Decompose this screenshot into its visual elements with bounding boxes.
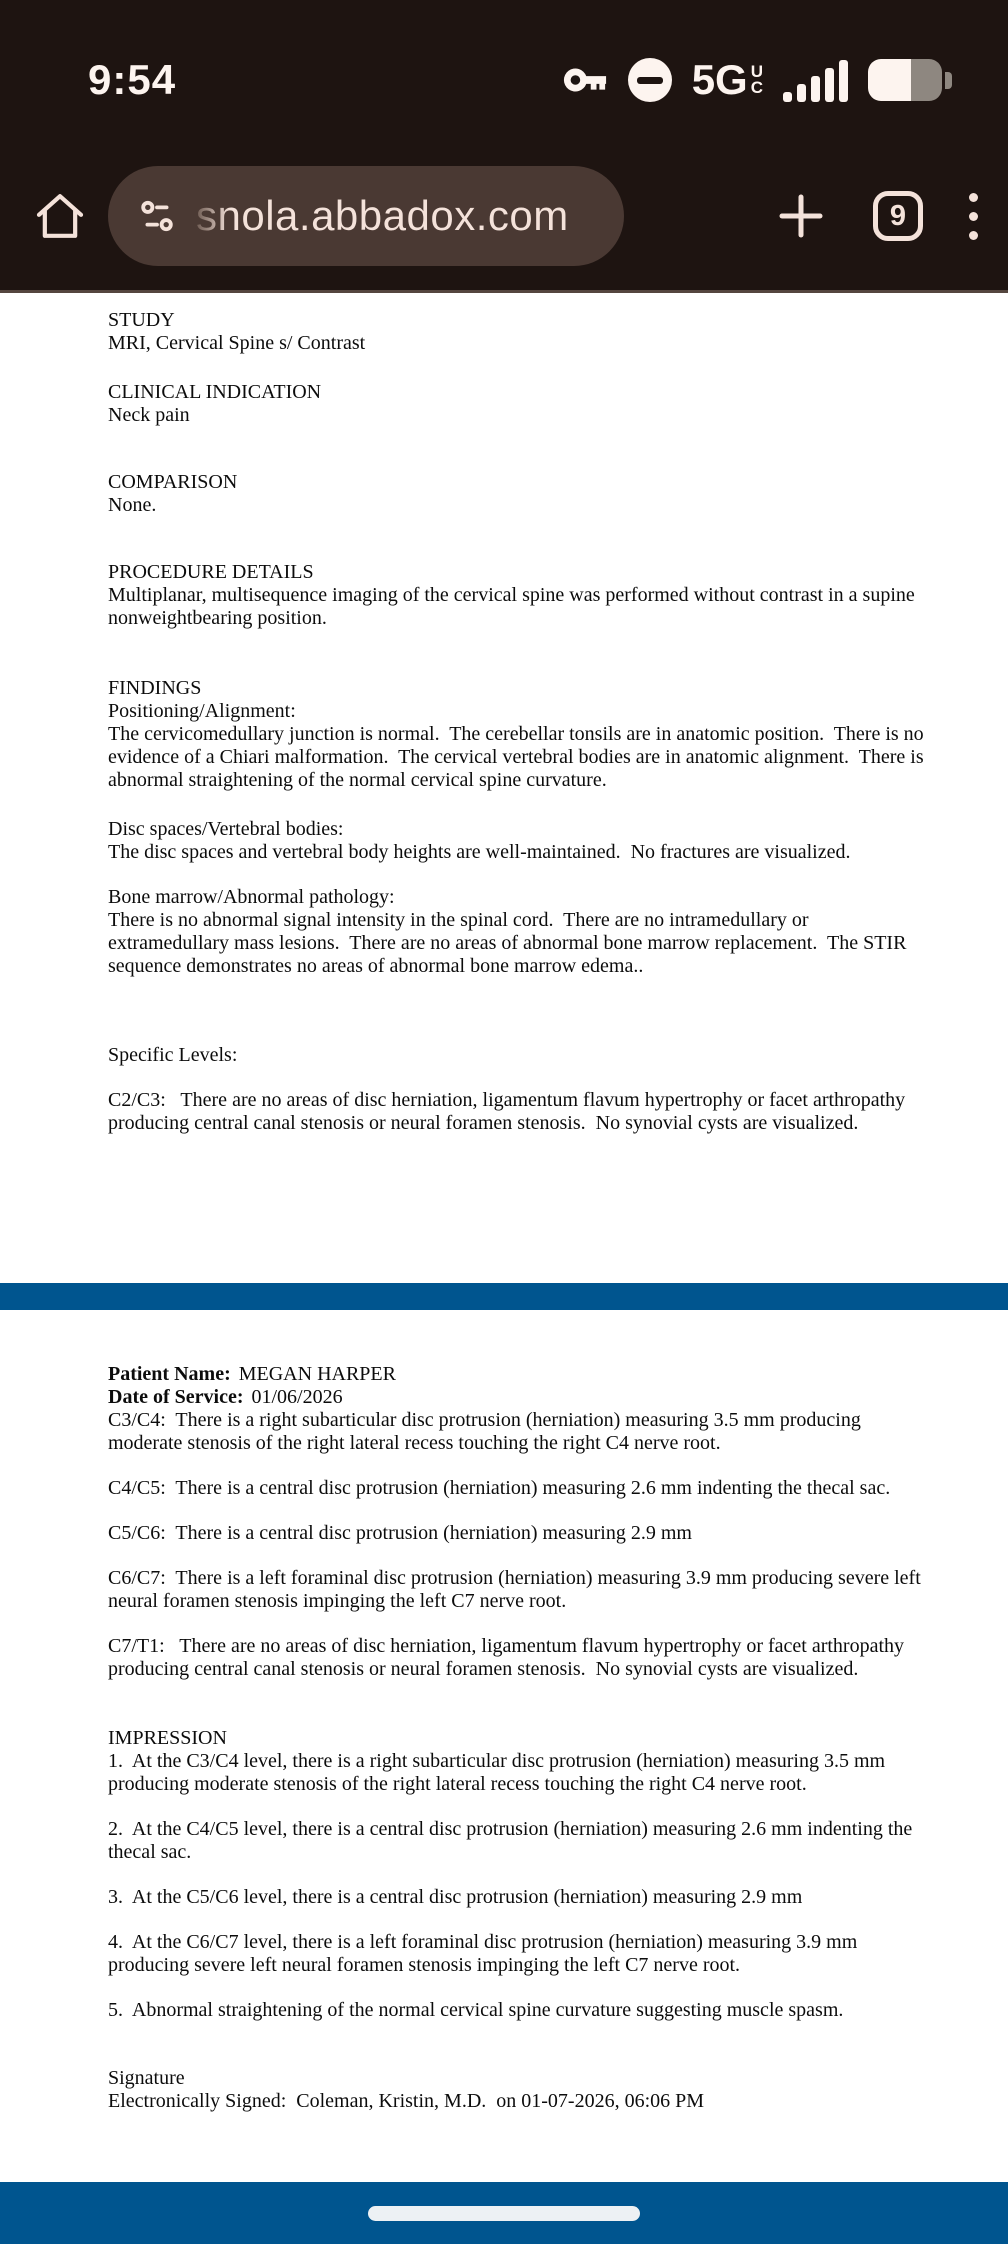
do-not-disturb-icon [628, 58, 672, 102]
date-of-service-label: Date of Service: [108, 1386, 244, 1408]
url-text[interactable]: snola.abbadox.com [196, 192, 569, 239]
clinical-indication-label: CLINICAL INDICATION [108, 381, 322, 403]
browser-chrome [0, 0, 1008, 293]
impression-label: IMPRESSION [108, 1727, 227, 1749]
study-value: MRI, Cervical Spine s/ Contrast [108, 332, 366, 354]
impression-item-4: 4. At the C6/C7 level, there is a left foraminal disc protrusion (herniation) measuring 3.9 mm producing severe left neural foramen stenosis impinging the left C7 nerve root. [108, 1931, 863, 1976]
status-bar [0, 0, 1008, 142]
date-of-service-line [108, 1386, 930, 1409]
battery-icon [868, 59, 952, 101]
page-controls-icon[interactable] [134, 193, 180, 239]
network-sub-bottom: C [750, 78, 763, 97]
specific-levels-label: Specific Levels: [108, 1044, 238, 1066]
clock: 9:54 [88, 56, 177, 103]
positioning-value: The cervicomedullary junction is normal. The cerebellar tonsils are in anatomic position. There is no evidence of a Chiari malformation. The cervical vertebral bodies are in anatomic alignment. There is abnormal straightening of the normal cervical spine curvature. [108, 723, 929, 791]
disc-spaces-label: Disc spaces/Vertebral bodies: [108, 818, 344, 840]
level-c2c3: C2/C3: There are no areas of disc herniation, ligamentum flavum hypertrophy or facet arthropathy producing central canal stenosis or neural foramen stenosis. No synovial cysts are visualized. [108, 1089, 911, 1134]
level-c6c7: C6/C7: There is a left foraminal disc protrusion (herniation) measuring 3.9 mm producing severe left neural foramen stenosis impinging the left C7 nerve root. [108, 1567, 926, 1612]
patient-name-value: MEGAN HARPER [238, 1363, 396, 1385]
positioning-label: Positioning/Alignment: [108, 700, 296, 722]
new-tab-button[interactable] [775, 190, 827, 242]
patient-name-line [108, 1363, 930, 1386]
study-label: STUDY [108, 309, 175, 331]
report-document [0, 293, 1008, 2182]
browser-toolbar [0, 142, 1008, 290]
comparison-value: None. [108, 494, 157, 516]
signal-bars-icon [783, 58, 848, 102]
bottom-page-bar [0, 2182, 1008, 2244]
level-c4c5: C4/C5: There is a central disc protrusion (herniation) measuring 2.6 mm indenting the thecal sac. [108, 1477, 891, 1499]
network-5g-label: 5G [691, 56, 748, 103]
page-break-divider [0, 1283, 1008, 1310]
bone-marrow-label: Bone marrow/Abnormal pathology: [108, 886, 395, 908]
disc-spaces-value: The disc spaces and vertebral body heights are well-maintained. No fractures are visualized. [108, 841, 851, 863]
status-icons [562, 56, 952, 104]
patient-name-label: Patient Name: [108, 1363, 231, 1385]
network-sub-top: U [750, 62, 763, 81]
tab-switcher-button[interactable] [873, 191, 923, 241]
toolbar-actions [775, 190, 978, 242]
impression-item-2: 2. At the C4/C5 level, there is a central disc protrusion (herniation) measuring 2.6 mm indenting the thecal sac. [108, 1818, 918, 1863]
level-c7t1: C7/T1: There are no areas of disc herniation, ligamentum flavum hypertrophy or facet arthropathy producing central canal stenosis or neural foramen stenosis. No synovial cysts are visualized. [108, 1635, 910, 1680]
findings-label: FINDINGS [108, 677, 202, 699]
level-c5c6: C5/C6: There is a central disc protrusion (herniation) measuring 2.9 mm [108, 1522, 692, 1544]
level-c3c4: C3/C4: There is a right subarticular disc protrusion (herniation) measuring 3.5 mm producing moderate stenosis of the right lateral recess touching the right C4 nerve root. [108, 1409, 866, 1454]
procedure-details-label: PROCEDURE DETAILS [108, 561, 314, 583]
signed-line: Electronically Signed: Coleman, Kristin, M.D. on 01-07-2026, 06:06 PM [108, 2090, 705, 2112]
key-icon [562, 57, 608, 103]
date-of-service-value: 01/06/2026 [251, 1386, 343, 1408]
network-uc-label [751, 64, 763, 96]
bone-marrow-value: There is no abnormal signal intensity in the spinal cord. There are no intramedullary or extramedullary mass lesions. There are no areas of abnormal bone marrow replacement. The STIR sequence demonstrates no areas of abnormal bone marrow edema.. [108, 909, 912, 977]
impression-item-5: 5. Abnormal straightening of the normal cervical spine curvature suggesting muscle spasm. [108, 1999, 844, 2021]
procedure-details-value: Multiplanar, multisequence imaging of the cervical spine was performed without contrast in a supine nonweightbearing position. [108, 584, 920, 629]
patient-header [108, 1363, 930, 1409]
comparison-label: COMPARISON [108, 471, 238, 493]
tab-count: 9 [889, 199, 907, 232]
signature-label: Signature [108, 2067, 185, 2089]
clinical-indication-value: Neck pain [108, 404, 190, 426]
url-bar[interactable] [108, 166, 624, 266]
impression-item-1: 1. At the C3/C4 level, there is a right subarticular disc protrusion (herniation) measuring 3.5 mm producing moderate stenosis of the right lateral recess touching the right C4 nerve root. [108, 1750, 891, 1795]
impression-item-3: 3. At the C5/C6 level, there is a central disc protrusion (herniation) measuring 2.9 mm [108, 1886, 803, 1908]
home-button[interactable] [30, 186, 90, 246]
menu-kebab-icon[interactable] [969, 193, 978, 240]
network-type [692, 56, 763, 104]
gesture-handle[interactable] [368, 2206, 640, 2221]
